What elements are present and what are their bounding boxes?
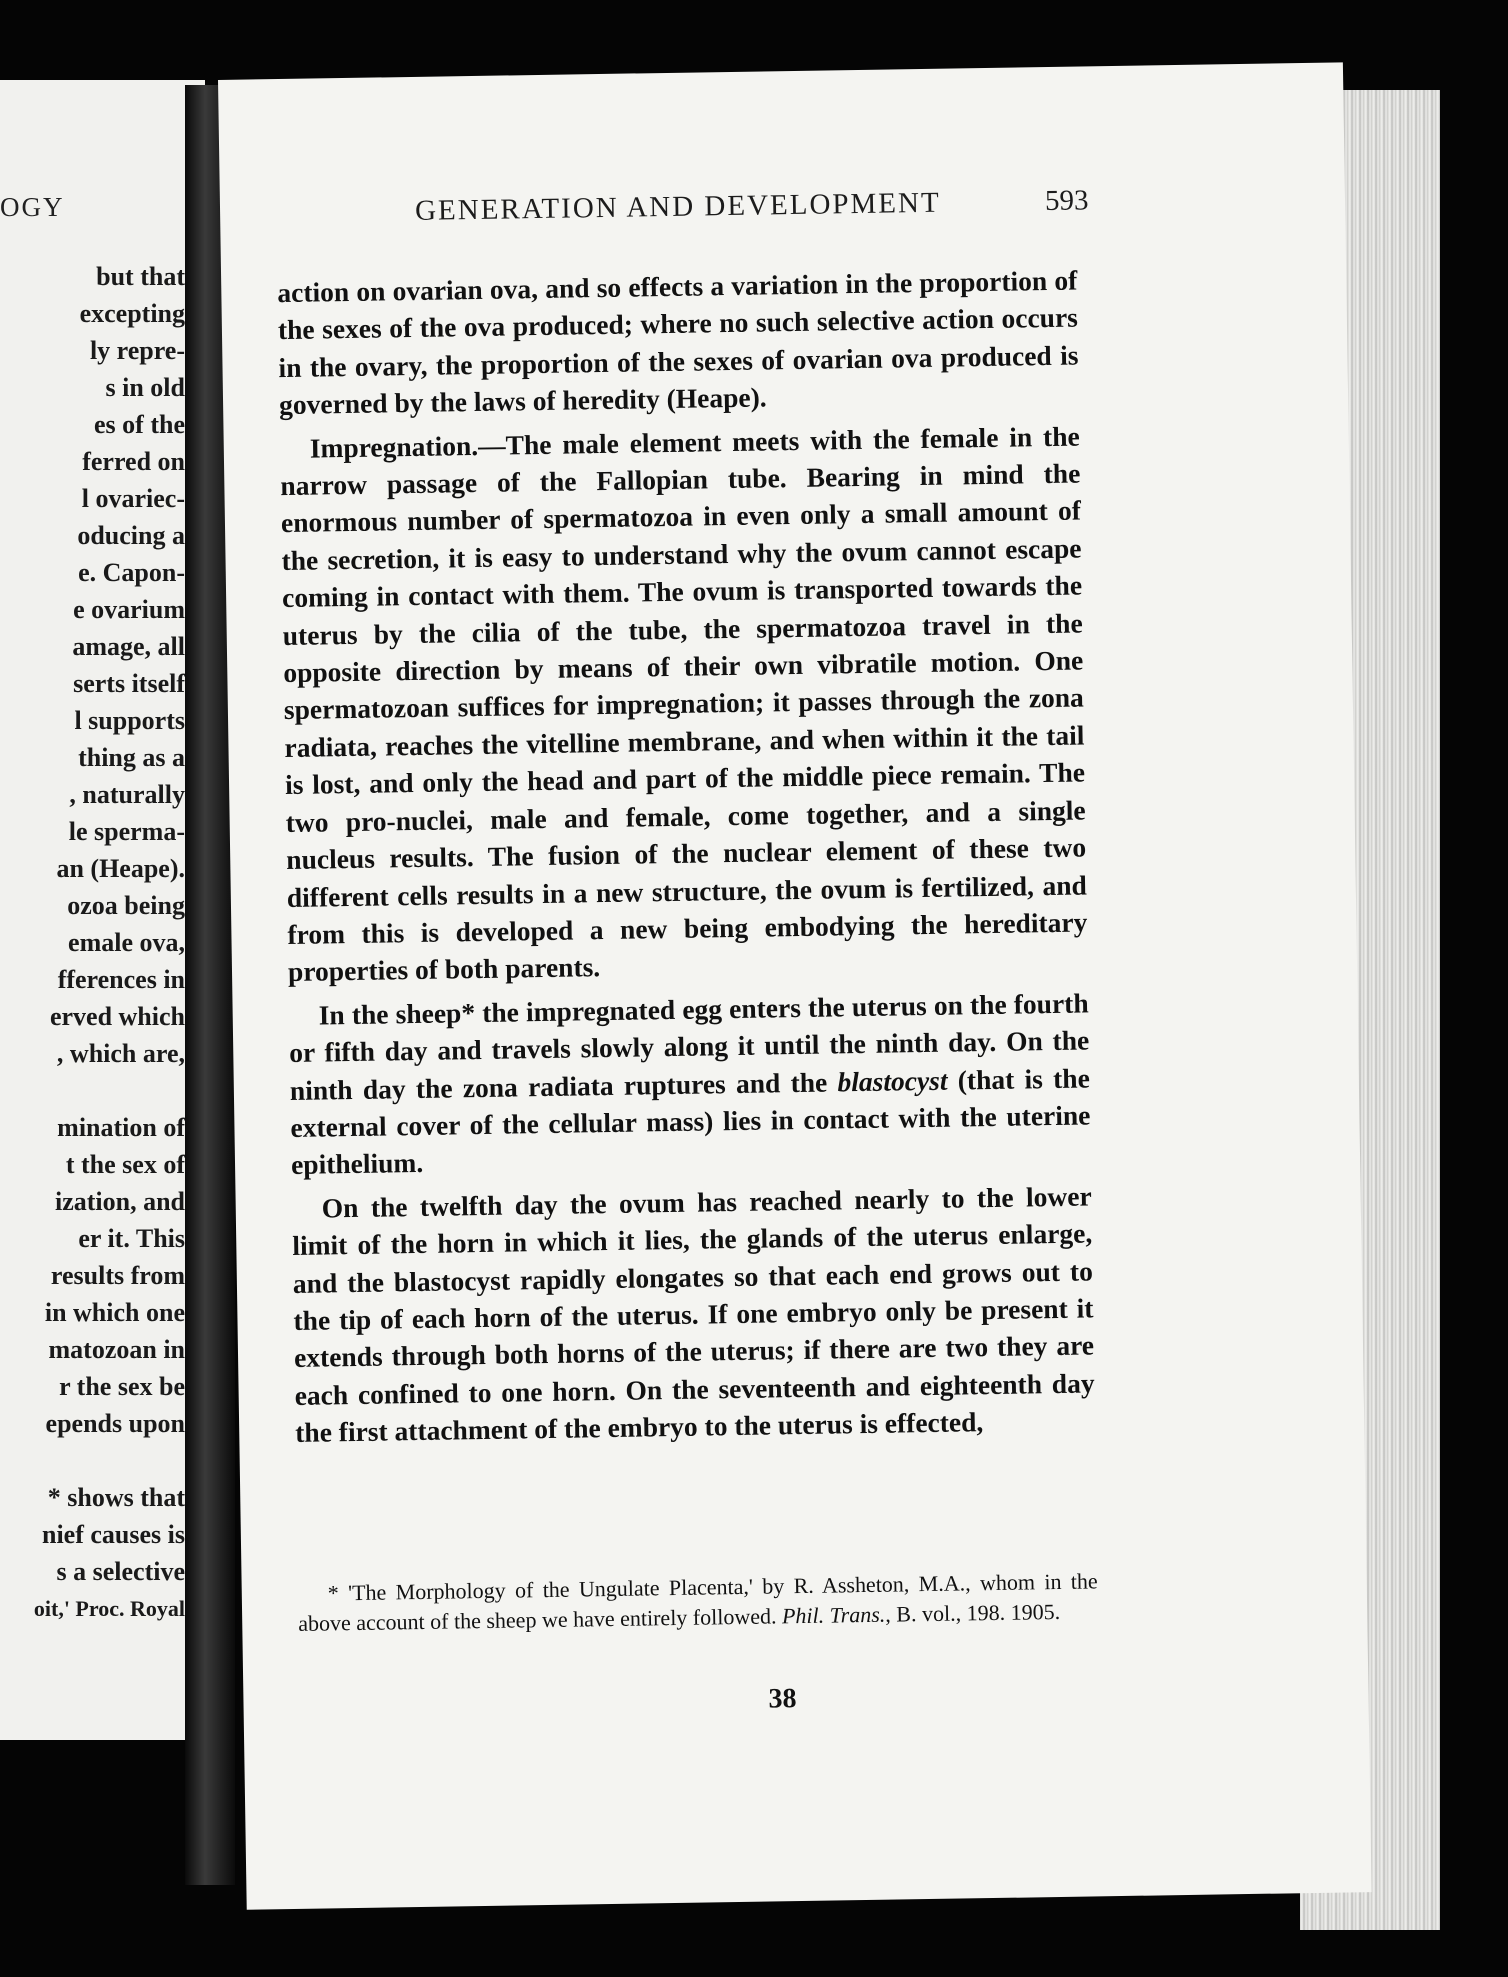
left-page-line: r the sex be: [59, 1372, 185, 1401]
running-head: [415, 181, 1315, 228]
paragraph-4: On the twelfth day the ovum has reached nearly to the lower limit of the horn in which it lies, the glands of the uterus enlarge, and the blastocyst rapidly elongates so that each end grows out to the tip of each horn of the uterus. If one embryo only be present it extends through both horns of the uterus; if there are two they are each confined to one horn. On the seventeenth and eighteenth day the first attachment of the embryo to the uterus is effected,: [292, 1180, 1095, 1449]
left-page-line: es of the: [94, 410, 185, 439]
left-page-line: epends upon: [45, 1409, 185, 1438]
left-page-line: excepting: [79, 299, 185, 328]
page-number: 593: [1044, 184, 1089, 218]
left-page-line: serts itself: [73, 669, 185, 698]
left-page-line: emale ova,: [68, 928, 185, 957]
paragraph-3-text-a: In the sheep* the impregnated egg enters the uterus on the fourth or fifth day and travels slowly along it until the ninth day. On the ninth day the zona radiata ruptures and the: [289, 987, 1090, 1106]
left-page-line: er it. This: [78, 1224, 185, 1253]
left-page-line: but that: [96, 262, 185, 291]
left-page-line: s a selective: [56, 1557, 185, 1586]
paragraph-2-text: —The male element meets with the female in the narrow passage of the Fallopian tube. Bearing in mind the enormous number of spermatozoa in even only a small amount of the secretion, it is easy to understand why the ovum cannot escape coming in contact with them. The ovum is transported towards the uterus by the cilia of the tube, the spermatozoa travel in the opposite direction by means of their own vibratile motion. One spermatozoan suffices for impregnation; it passes through the zona radiata, reaches the vitelline membrane, and when within it the tail is lost, and only the head and part of the middle piece remain. The two pro-nuclei, male and female, come together, and a single nucleus results. The fusion of the nuclear element of these two different cells results in a new structure, the ovum is fertilized, and from this is developed a new being embodying the hereditary properties of both parents.: [280, 420, 1088, 988]
left-page-line: an (Heape).: [56, 854, 185, 883]
left-page-line: ozoa being: [67, 891, 185, 920]
left-page-line: , which are,: [56, 1039, 185, 1068]
left-page-line: e. Capon-: [78, 558, 185, 587]
left-page-line: oducing a: [77, 521, 185, 550]
left-page-line: s in old: [105, 373, 185, 402]
blastocyst-term: blastocyst: [837, 1064, 948, 1097]
paragraph-1: action on ovarian ova, and so effects a variation in the proportion of the sexes of the ova produced; where no such selective action occurs in the ovary, the proportion of the sexes of ovarian ova produced is governed by the laws of heredity (Heape).: [277, 264, 1079, 421]
left-page-line: t the sex of: [65, 1150, 185, 1179]
left-page-line: ly repre-: [89, 336, 185, 365]
left-page-line: , naturally: [69, 780, 185, 809]
left-page-line: oit,' Proc. Royal: [33, 1596, 185, 1621]
left-page-line: ferred on: [82, 447, 185, 476]
left-page-line: e ovarium: [73, 595, 185, 624]
signature-folio: 38: [768, 1683, 797, 1715]
left-running-head: OGY: [0, 192, 65, 222]
left-page-line: in which one: [44, 1298, 185, 1327]
left-page-line: matozoan in: [48, 1335, 185, 1364]
left-page-line: results from: [50, 1261, 185, 1290]
left-page-text: [0, 258, 185, 1627]
left-page-line: l ovariec-: [81, 484, 185, 513]
left-page-line: nief causes is: [42, 1520, 185, 1549]
left-page-line: le sperma-: [68, 817, 185, 846]
right-page: [218, 62, 1372, 1909]
left-page-line: * shows that: [47, 1483, 185, 1512]
left-page-line: mination of: [57, 1113, 185, 1142]
body-text: [277, 262, 1095, 1458]
left-page-line: thing as a: [78, 743, 185, 772]
paragraph-3: [288, 984, 1091, 1184]
left-page-line: [0, 1442, 185, 1479]
left-page-line: [0, 1072, 185, 1109]
footnote: [298, 1566, 1099, 1639]
footnote-journal: Phil. Trans.: [781, 1601, 886, 1629]
left-page-line: erved which: [49, 1002, 185, 1031]
left-page-line: amage, all: [72, 632, 185, 661]
left-page-line: fferences in: [57, 965, 185, 994]
running-head-title: GENERATION AND DEVELOPMENT: [414, 186, 941, 227]
paragraph-2: [280, 417, 1089, 991]
left-page-line: ization, and: [54, 1187, 185, 1216]
footnote-text-a: * 'The Morphology of the Ungulate Placenta,' by R. Assheton, M.A., whom in the above account of the sheep we have entirely followed.: [298, 1568, 1098, 1636]
impregnation-heading: Impregnation.: [309, 429, 479, 464]
footnote-text-b: , B. vol., 198. 1905.: [885, 1598, 1061, 1627]
left-page-line: l supports: [74, 706, 185, 735]
left-page: [0, 80, 205, 1740]
paragraph-3-text-b: (that is the external cover of the cellular mass) lies in contact with the uterine epithelium.: [290, 1061, 1091, 1181]
